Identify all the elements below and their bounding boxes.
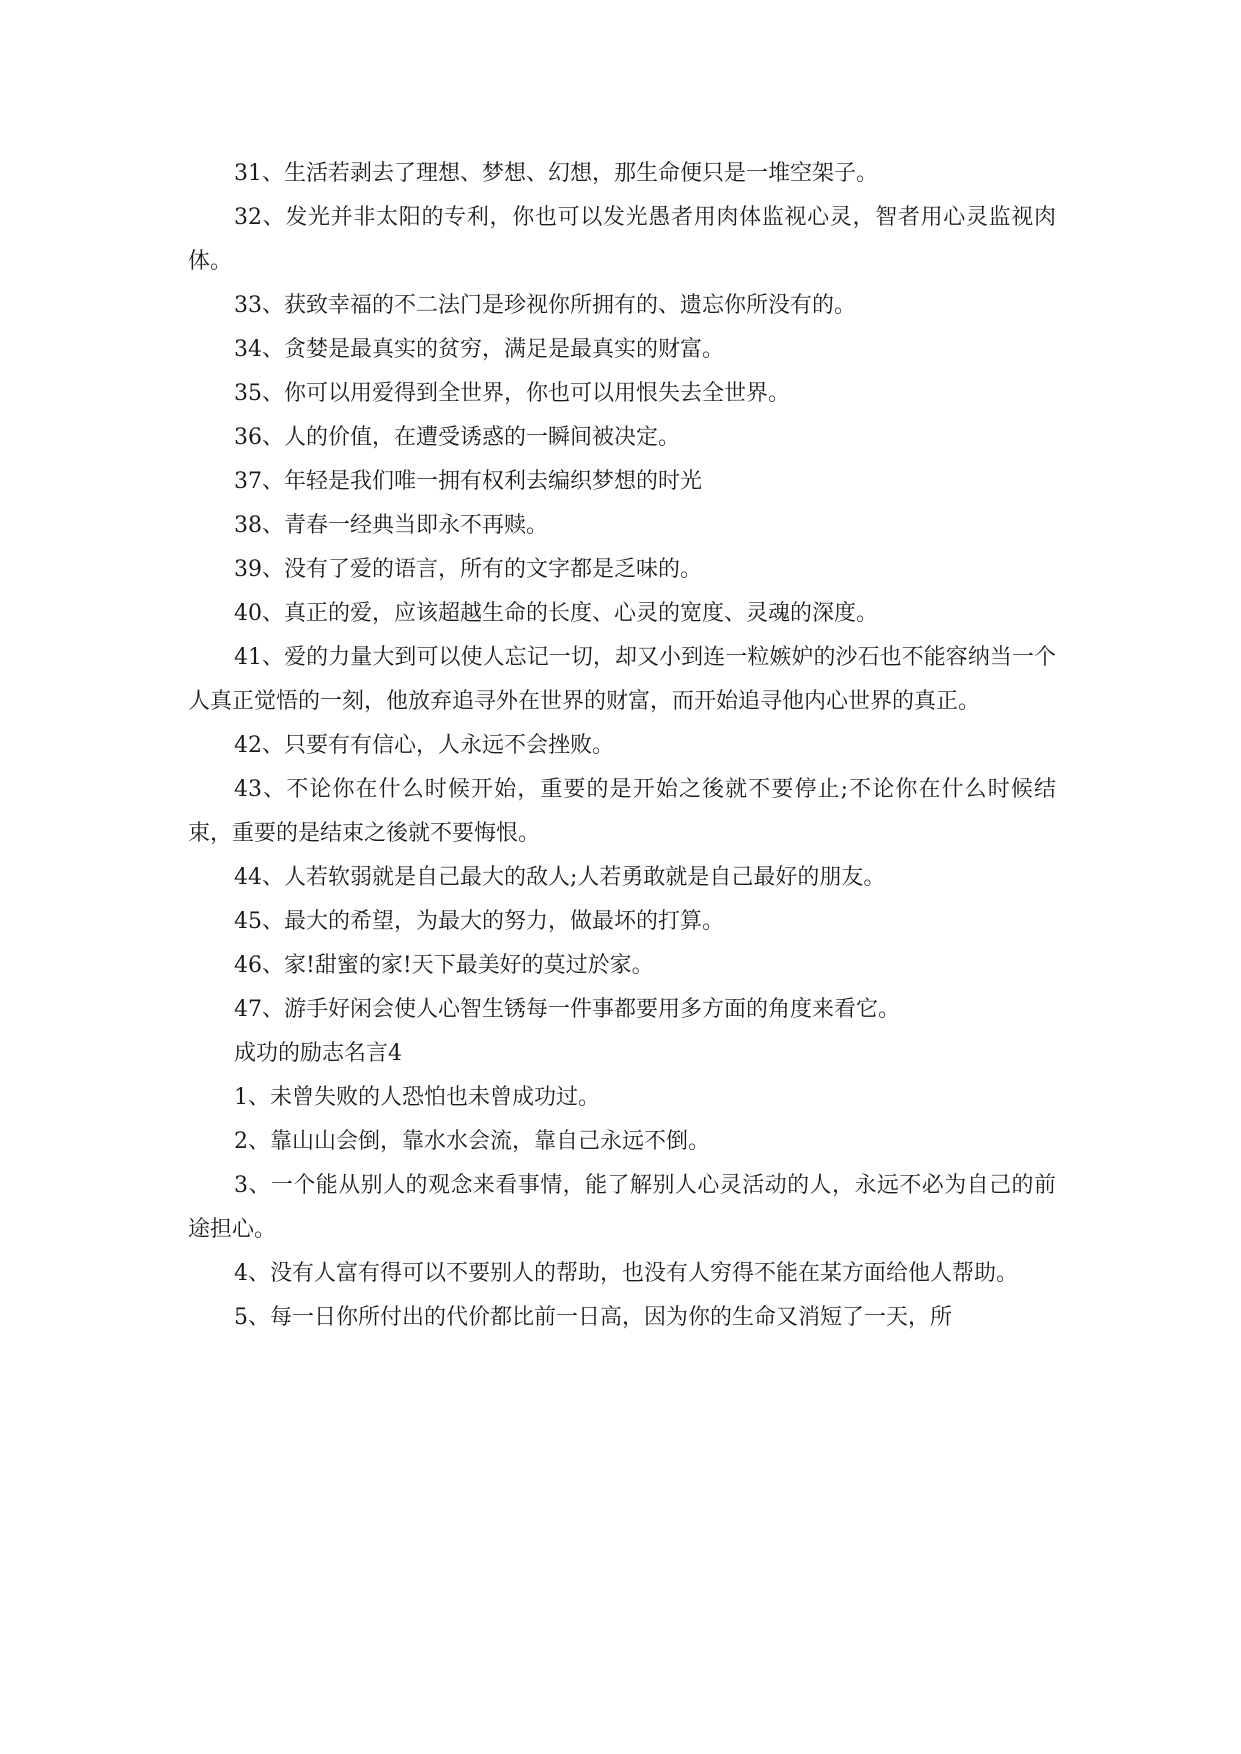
quote-34: 34、贪婪是最真实的贫穷，满足是最真实的财富。 [234,337,724,362]
quote-s4-5: 5、每一日你所付出的代价都比前一日高，因为你的生命又消短了一天，所 [234,1305,952,1330]
quote-36: 36、人的价值，在遭受诱惑的一瞬间被决定。 [234,425,680,450]
quote-41: 41、爱的力量大到可以使人忘记一切，却又小到连一粒嫉妒的沙石也不能容纳当一个人真正觉悟的一刻，他放弃追寻外在世界的财富，而开始追寻他内心世界的真正。 [188,645,1056,714]
quote-32: 32、发光并非太阳的专利，你也可以发光愚者用肉体监视心灵，智者用心灵监视肉体。 [188,205,1056,274]
quote-45: 45、最大的希望，为最大的努力，做最坏的打算。 [234,909,724,934]
quote-40: 40、真正的爱，应该超越生命的长度、心灵的宽度、灵魂的深度。 [234,601,878,626]
quote-s4-2: 2、靠山山会倒，靠水水会流，靠自己永远不倒。 [234,1129,710,1154]
quote-s4-4: 4、没有人富有得可以不要别人的帮助，也没有人穷得不能在某方面给他人帮助。 [234,1261,1018,1286]
quote-35: 35、你可以用爱得到全世界，你也可以用恨失去全世界。 [234,381,790,406]
quote-42: 42、只要有有信心，人永远不会挫败。 [234,733,614,758]
document-body [188,152,1056,1340]
quote-43: 43、不论你在什么时候开始，重要的是开始之後就不要停止;不论你在什么时候结束，重要的是结束之後就不要悔恨。 [188,777,1056,846]
quote-39: 39、没有了爱的语言，所有的文字都是乏味的。 [234,557,702,582]
quote-37: 37、年轻是我们唯一拥有权利去编织梦想的时光 [234,469,702,494]
quote-44: 44、人若软弱就是自己最大的敌人;人若勇敢就是自己最好的朋友。 [234,865,886,890]
quote-46: 46、家!甜蜜的家!天下最美好的莫过於家。 [234,953,654,978]
quote-33: 33、获致幸福的不二法门是珍视你所拥有的、遗忘你所没有的。 [234,293,856,318]
quote-47: 47、游手好闲会使人心智生锈每一件事都要用多方面的角度来看它。 [234,997,900,1022]
quote-s4-1: 1、未曾失败的人恐怕也未曾成功过。 [234,1085,600,1110]
quote-s4-3: 3、一个能从别人的观念来看事情，能了解别人心灵活动的人，永远不必为自己的前途担心。 [188,1173,1056,1242]
section-heading: 成功的励志名言4 [234,1041,402,1066]
quote-31: 31、生活若剥去了理想、梦想、幻想，那生命便只是一堆空架子。 [234,161,878,186]
quote-38: 38、青春一经典当即永不再赎。 [234,513,548,538]
